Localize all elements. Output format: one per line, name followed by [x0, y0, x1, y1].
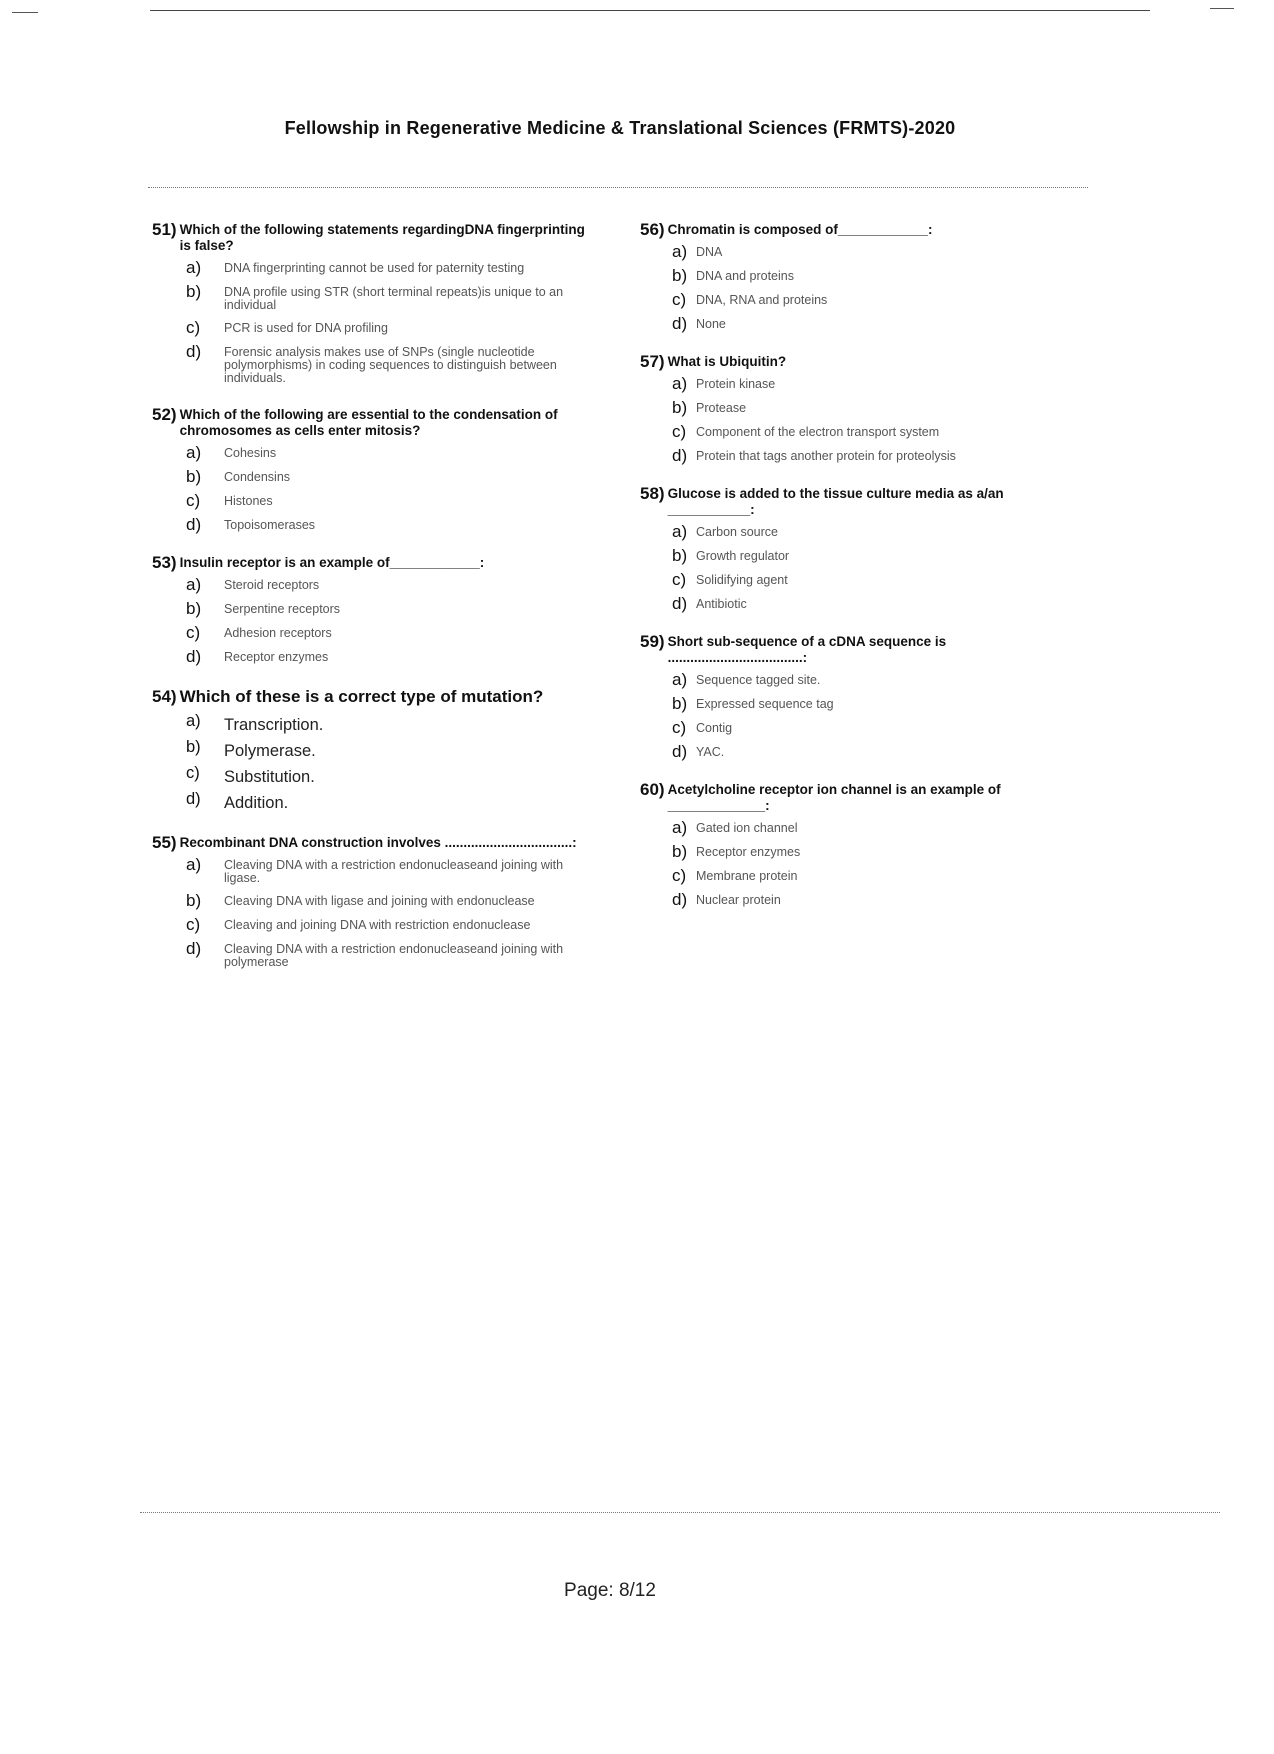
option-key: a) — [672, 670, 688, 689]
answer-option — [152, 625, 597, 641]
answer-option — [152, 469, 597, 485]
option-key: a) — [672, 374, 688, 393]
question-text: Glucose is added to the tissue culture media as a/an ___________: — [667, 486, 1004, 517]
option-text: DNA profile using STR (short terminal repeats)is unique to an individual — [224, 285, 564, 312]
option-text: Cleaving DNA with a restriction endonucleaseand joining with ligase. — [224, 858, 564, 885]
option-text: Expressed sequence tag — [696, 697, 834, 711]
option-key: d) — [186, 790, 201, 808]
page-number: Page: 8/12 — [564, 1580, 656, 1601]
top-rule — [150, 10, 1150, 11]
answer-option — [152, 320, 597, 336]
answer-option — [640, 720, 1060, 736]
answer-option — [152, 713, 597, 735]
option-text: DNA fingerprinting cannot be used for paternity testing — [224, 261, 525, 275]
question-number: 55) — [152, 833, 177, 852]
options-list — [152, 857, 597, 969]
answer-option — [640, 844, 1060, 860]
option-key: a) — [672, 242, 688, 261]
answer-option — [640, 400, 1060, 416]
option-text: Sequence tagged site. — [696, 673, 821, 687]
question-text: Which of the following statements regardingDNA fingerprinting is false? — [179, 222, 585, 253]
option-text: Condensins — [224, 470, 291, 484]
options-list — [640, 244, 1060, 332]
answer-option — [640, 596, 1060, 612]
question-number: 60) — [640, 780, 665, 799]
option-text: Cleaving DNA with a restriction endonucleaseand joining with polymerase — [224, 942, 564, 969]
answer-option — [640, 448, 1060, 464]
option-text: Receptor enzymes — [224, 650, 329, 664]
question-header — [640, 486, 1060, 518]
option-text: Membrane protein — [696, 869, 798, 883]
option-key: a) — [186, 575, 202, 594]
option-key: b) — [672, 546, 688, 565]
option-text: Polymerase. — [224, 742, 316, 760]
answer-option — [152, 601, 597, 617]
question-block — [640, 486, 1060, 612]
question-header — [640, 782, 1060, 814]
answer-option — [152, 765, 597, 787]
answer-option — [640, 572, 1060, 588]
question-text: Which of the following are essential to the condensation of chromosomes as cells enter mitosis? — [179, 407, 558, 438]
question-number: 54) — [152, 687, 177, 706]
answer-option — [152, 260, 597, 276]
question-block — [152, 222, 597, 385]
question-block — [640, 222, 1060, 332]
question-text: Short sub-sequence of a cDNA sequence is ....................................: — [667, 634, 947, 665]
option-text: Cohesins — [224, 446, 277, 460]
answer-option — [152, 893, 597, 909]
option-text: Substitution. — [224, 768, 315, 786]
question-text: Acetylcholine receptor ion channel is an example of _____________: — [667, 782, 1001, 813]
option-text: Protein that tags another protein for proteolysis — [696, 449, 956, 463]
option-text: Protease — [696, 401, 747, 415]
option-key: b) — [186, 467, 202, 486]
footer-divider — [140, 1512, 1220, 1513]
option-key: c) — [186, 318, 201, 337]
question-text: What is Ubiquitin? — [667, 354, 787, 369]
option-key: d) — [672, 742, 688, 761]
answer-option — [152, 917, 597, 933]
option-key: a) — [186, 443, 202, 462]
question-block — [152, 555, 597, 665]
question-header — [640, 354, 1060, 370]
option-text: Topoisomerases — [224, 518, 316, 532]
option-text: Gated ion channel — [696, 821, 798, 835]
option-key: d) — [186, 342, 202, 361]
answer-option — [152, 791, 597, 813]
question-number: 59) — [640, 632, 665, 651]
answer-option — [640, 868, 1060, 884]
answer-option — [152, 577, 597, 593]
option-key: c) — [672, 290, 687, 309]
answer-option — [640, 892, 1060, 908]
scan-mark-right — [1210, 8, 1234, 9]
answer-option — [152, 517, 597, 533]
header-divider — [148, 187, 1088, 188]
answer-option — [152, 445, 597, 461]
options-list — [640, 376, 1060, 464]
option-key: b) — [186, 738, 201, 756]
option-text: Receptor enzymes — [696, 845, 801, 859]
answer-option — [640, 524, 1060, 540]
answer-option — [152, 493, 597, 509]
option-key: d) — [186, 939, 202, 958]
option-text: Adhesion receptors — [224, 626, 332, 640]
option-text: Component of the electron transport system — [696, 425, 940, 439]
answer-option — [640, 244, 1060, 260]
option-text: DNA — [696, 245, 723, 259]
question-text: Which of these is a correct type of mutation? — [179, 687, 544, 706]
answer-option — [640, 696, 1060, 712]
question-text: Recombinant DNA construction involves ..................................: — [179, 835, 577, 850]
option-text: YAC. — [696, 745, 725, 759]
option-key: c) — [186, 623, 201, 642]
option-text: Solidifying agent — [696, 573, 788, 587]
option-text: Antibiotic — [696, 597, 747, 611]
question-block — [640, 634, 1060, 760]
option-key: b) — [186, 891, 202, 910]
question-number: 53) — [152, 553, 177, 572]
question-header — [640, 222, 1060, 238]
options-list — [152, 260, 597, 385]
answer-option — [640, 672, 1060, 688]
option-key: d) — [672, 890, 688, 909]
question-block — [152, 407, 597, 533]
option-text: PCR is used for DNA profiling — [224, 321, 388, 335]
option-text: Contig — [696, 721, 733, 735]
question-block — [640, 782, 1060, 908]
option-key: b) — [186, 599, 202, 618]
question-number: 51) — [152, 220, 177, 239]
option-text: Growth regulator — [696, 549, 790, 563]
option-key: c) — [186, 915, 201, 934]
option-text: Cleaving DNA with ligase and joining with endonuclease — [224, 894, 535, 908]
answer-option — [152, 739, 597, 761]
answer-option — [640, 744, 1060, 760]
option-key: a) — [186, 855, 202, 874]
option-key: c) — [186, 764, 200, 782]
option-key: b) — [672, 842, 688, 861]
option-key: d) — [186, 647, 202, 666]
options-list — [152, 713, 597, 813]
option-text: Protein kinase — [696, 377, 776, 391]
question-text: Chromatin is composed of____________: — [667, 222, 933, 237]
answer-option — [640, 376, 1060, 392]
option-key: c) — [672, 718, 687, 737]
answer-option — [640, 268, 1060, 284]
options-list — [640, 672, 1060, 760]
question-header — [152, 555, 597, 571]
answer-option — [640, 820, 1060, 836]
options-list — [640, 820, 1060, 908]
left-column — [152, 222, 597, 991]
option-text: Nuclear protein — [696, 893, 781, 907]
option-text: Histones — [224, 494, 273, 508]
right-column — [640, 222, 1060, 930]
question-header — [152, 222, 597, 254]
question-number: 56) — [640, 220, 665, 239]
scan-mark-left — [12, 12, 38, 13]
answer-option — [152, 857, 597, 885]
option-key: d) — [672, 446, 688, 465]
option-key: a) — [672, 522, 688, 541]
option-key: b) — [672, 266, 688, 285]
question-block — [152, 687, 597, 813]
option-key: b) — [672, 398, 688, 417]
option-key: a) — [186, 712, 201, 730]
options-list — [152, 577, 597, 665]
option-text: Serpentine receptors — [224, 602, 341, 616]
option-key: c) — [186, 491, 201, 510]
option-text: Steroid receptors — [224, 578, 320, 592]
option-key: c) — [672, 422, 687, 441]
option-key: d) — [672, 314, 688, 333]
option-text: Forensic analysis makes use of SNPs (single nucleotide polymorphisms) in coding sequences to distinguish between individuals. — [224, 345, 557, 385]
option-key: c) — [672, 570, 687, 589]
question-number: 58) — [640, 484, 665, 503]
option-text: Carbon source — [696, 525, 778, 539]
question-header — [640, 634, 1060, 666]
question-block — [152, 835, 597, 969]
answer-option — [152, 649, 597, 665]
question-block — [640, 354, 1060, 464]
answer-option — [640, 292, 1060, 308]
option-text: DNA, RNA and proteins — [696, 293, 828, 307]
question-number: 57) — [640, 352, 665, 371]
page-title: Fellowship in Regenerative Medicine & Translational Sciences (FRMTS)-2020 — [284, 118, 956, 138]
option-key: b) — [672, 694, 688, 713]
option-text: DNA and proteins — [696, 269, 794, 283]
option-text: Transcription. — [224, 716, 324, 734]
option-key: d) — [186, 515, 202, 534]
question-header — [152, 407, 597, 439]
question-header — [152, 835, 597, 851]
answer-option — [152, 284, 597, 312]
option-text: Cleaving and joining DNA with restriction endonuclease — [224, 918, 531, 932]
answer-option — [640, 316, 1060, 332]
option-key: a) — [186, 258, 202, 277]
option-text: Addition. — [224, 794, 289, 812]
answer-option — [152, 344, 597, 385]
option-text: None — [696, 317, 726, 331]
option-key: d) — [672, 594, 688, 613]
options-list — [152, 445, 597, 533]
option-key: a) — [672, 818, 688, 837]
option-key: b) — [186, 282, 202, 301]
options-list — [640, 524, 1060, 612]
option-key: c) — [672, 866, 687, 885]
answer-option — [152, 941, 597, 969]
answer-option — [640, 424, 1060, 440]
answer-option — [640, 548, 1060, 564]
question-text: Insulin receptor is an example of____________: — [179, 555, 485, 570]
question-number: 52) — [152, 405, 177, 424]
question-header — [152, 687, 597, 707]
